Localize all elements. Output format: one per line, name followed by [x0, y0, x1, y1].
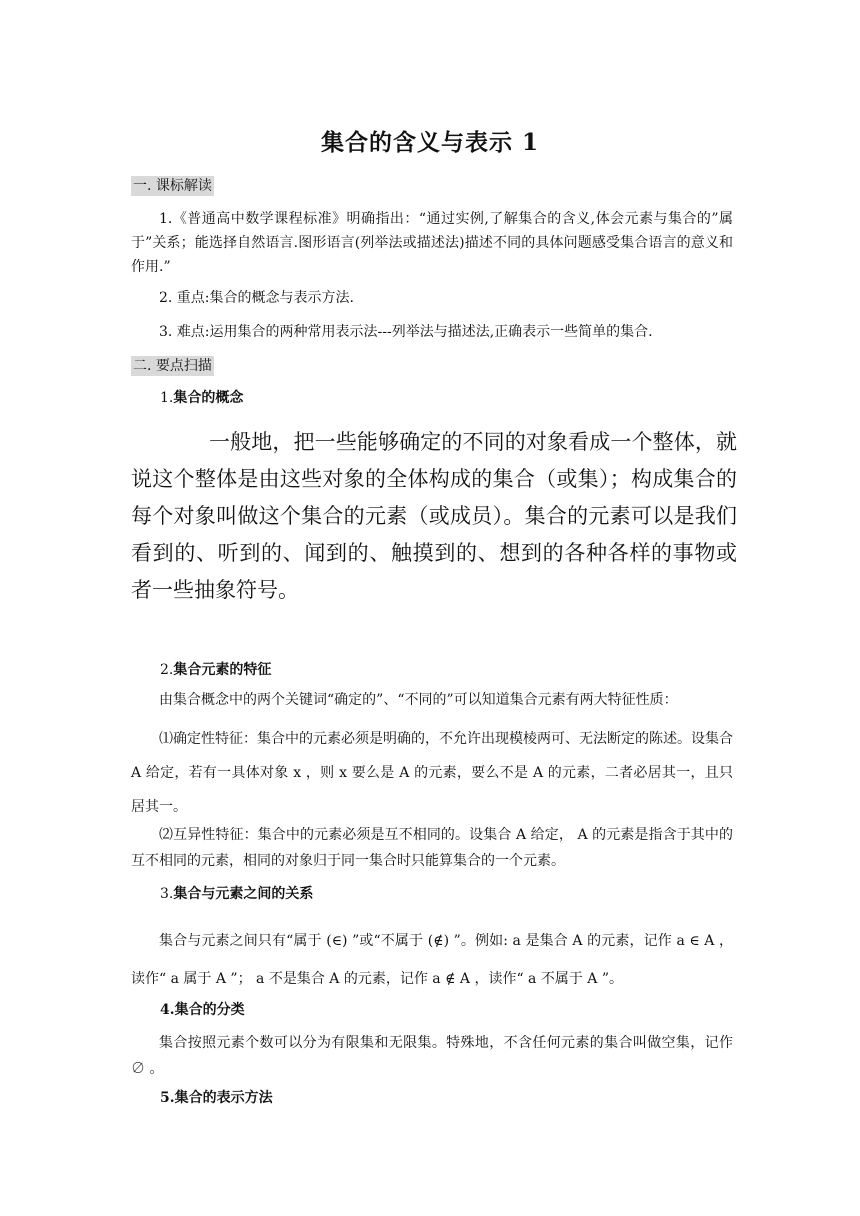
subheading-concept: 1.集合的概念 — [160, 390, 244, 406]
paragraph-features-intro: 由集合概念中的两个关键词“确定的”、“不同的”可以知道集合元素有两大特征性质： — [159, 692, 678, 708]
paragraph-classification: 集合按照元素个数可以分为有限集和无限集。特殊地，不含任何元素的集合叫做空集，记作 ∅ 。 — [131, 1035, 733, 1077]
subheading-classification: 4.集合的分类 — [160, 1002, 245, 1018]
page-title: 集合的含义与表示 1 — [320, 129, 539, 156]
paragraph-relation: 集合与元素之间只有“属于 (∈) ”或“不属于 (∉) ”。例如: a 是集合 A 的元素，记作 a ∈ A ，读作“ a 属于 A ”； a 不是集合 A 的元素，记作 a ∉ A ，读作“ a 不属于 A ”。 — [131, 933, 733, 987]
subheading-representation: 5.集合的表示方法 — [160, 1090, 273, 1106]
subheading-features: 2.集合元素的特征 — [160, 662, 272, 678]
paragraph-feature-distinctness: ⑵互异性特征：集合中的元素必须是互不相同的。设集合 A 给定， A 的元素是指含于其中的互不相同的元素，相同的对象归于同一集合时只能算集合的一个元素。 — [131, 827, 733, 869]
section-heading-1: 一. 课标解读 — [133, 178, 212, 194]
paragraph-concept: 一般地，把一些能够确定的不同的对象看成一个整体，就说这个整体是由这些对象的全体构成的集合（或集）；构成集合的每个对象叫做这个集合的元素（或成员）。集合的元素可以是我们看到的、听到的、闻到的、触摸到的、想到的各种各样的事物或者一些抽象符号。 — [131, 430, 738, 602]
paragraph-key-point: 2. 重点:集合的概念与表示方法. — [159, 290, 354, 306]
section-heading-2: 二. 要点扫描 — [133, 358, 212, 374]
paragraph-standard: 1.《普通高中数学课程标准》明确指出：“通过实例,了解集合的含义,体会元素与集合的”属于”关系；能选择自然语言.图形语言(列举法或描述法)描述不同的具体问题感受集合语言的意义和作用.” — [131, 211, 733, 275]
paragraph-difficulty: 3. 难点:运用集合的两种常用表示法---列举法与描述法,正确表示一些简单的集合. — [159, 324, 653, 340]
paragraph-feature-determinacy: ⑴确定性特征：集合中的元素必须是明确的，不允许出现模棱两可、无法断定的陈述。设集合 A 给定，若有一具体对象 x ，则 x 要么是 A 的元素，要么不是 A 的元素，二者必居其一，且只居其一。 — [131, 731, 733, 815]
subheading-relation: 3.集合与元素之间的关系 — [160, 886, 314, 902]
